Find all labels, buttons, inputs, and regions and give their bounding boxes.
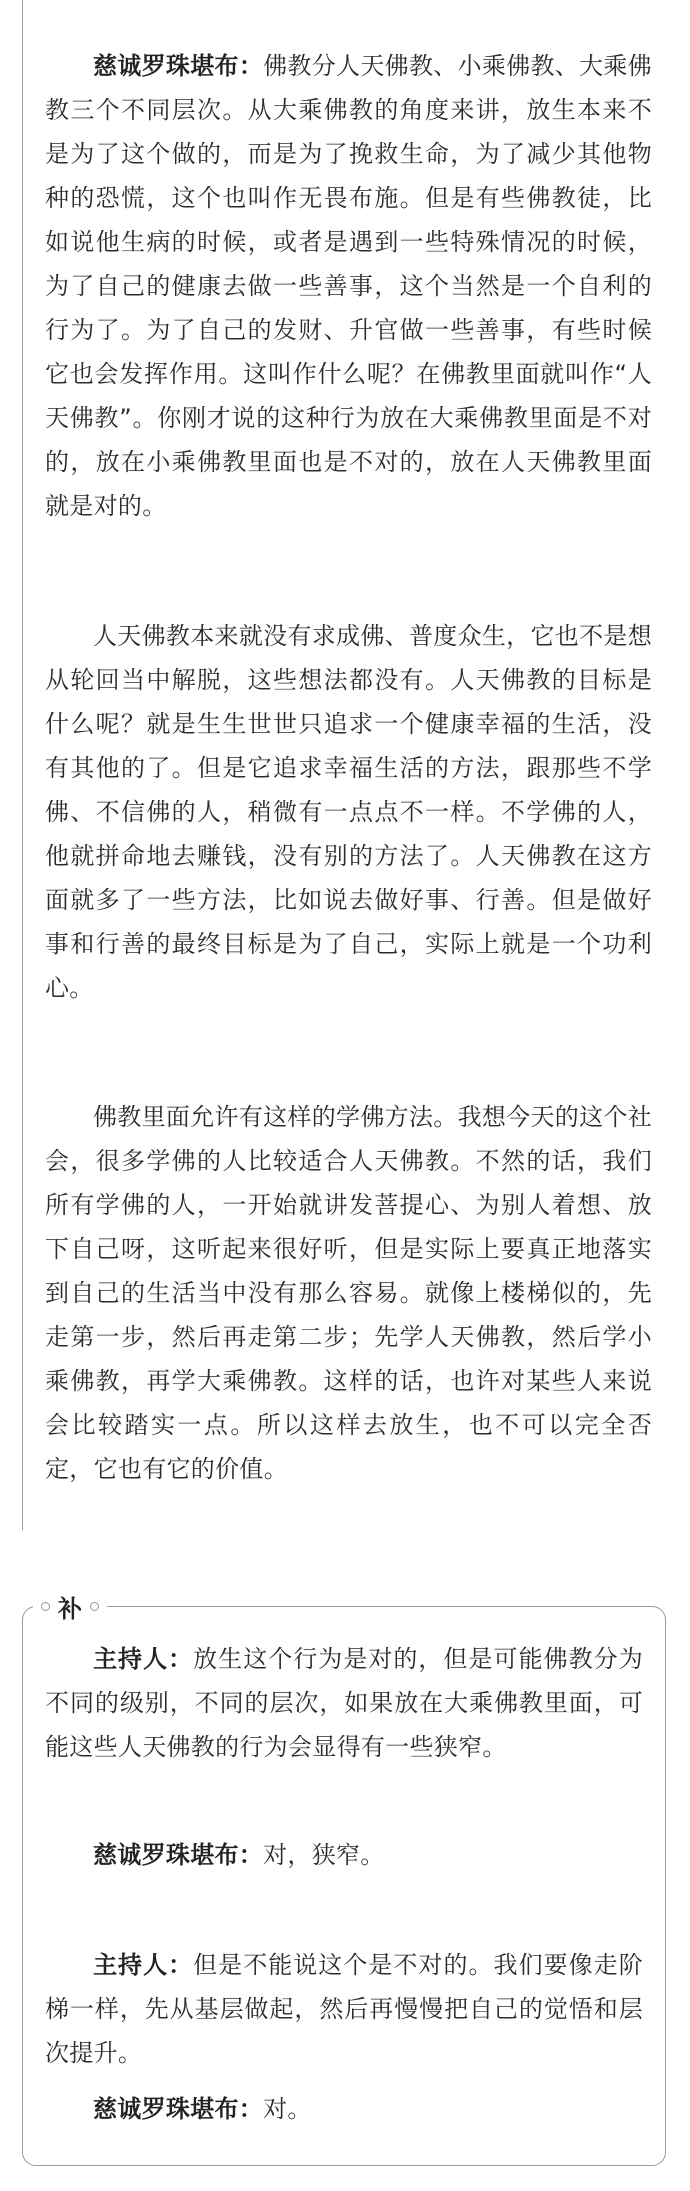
paragraph-2	[23, 614, 662, 1010]
dialogue-line-3	[23, 1943, 665, 2075]
dialogue-text: 对。	[263, 2095, 312, 2123]
dialogue-text: 但是不能说这个是不对的。我们要像走阶梯一样，先从基层做起，然后再慢慢把自己的觉悟和层次提升。	[45, 1951, 643, 2067]
dot-icon	[90, 1602, 99, 1611]
paragraph-3	[23, 1095, 662, 1491]
dialogue-line-1	[23, 1637, 665, 1769]
speaker-label: 慈诚罗珠堪布：	[93, 2095, 264, 2123]
paragraph-text: 佛教里面允许有这样的学佛方法。我想今天的这个社会，很多学佛的人比较适合人天佛教。不然的话，我们所有学佛的人，一开始就讲发菩提心、为别人着想、放下自己呀，这听起来很好听，但是实际上要真正地落实到自己的生活当中没有那么容易。就像上楼梯似的，先走第一步，然后再走第二步；先学人天佛教，然后学小乘佛教，再学大乘佛教。这样的话，也许对某些人来说会比较踏实一点。所以这样去放生，也不可以完全否定，它也有它的价值。	[45, 1103, 652, 1483]
supplement-tag-label: 补	[58, 1594, 82, 1623]
dialogue-text: 放生这个行为是对的，但是可能佛教分为不同的级别，不同的层次，如果放在大乘佛教里面，可能这些人天佛教的行为会显得有一些狭窄。	[45, 1645, 643, 1761]
supplement-tag	[33, 1589, 107, 1623]
dot-icon	[41, 1602, 50, 1611]
speaker-label: 主持人：	[93, 1951, 194, 1979]
speaker-label: 主持人：	[93, 1645, 194, 1673]
paragraph-text: 人天佛教本来就没有求成佛、普度众生，它也不是想从轮回当中解脱，这些想法都没有。人天佛教的目标是什么呢？就是生生世世只追求一个健康幸福的生活，没有其他的了。但是它追求幸福生活的方法，跟那些不学佛、不信佛的人，稍微有一点点不一样。不学佛的人，他就拼命地去赚钱，没有别的方法了。人天佛教在这方面就多了一些方法，比如说去做好事、行善。但是做好事和行善的最终目标是为了自己，实际上就是一个功利心。	[45, 622, 652, 1002]
dialogue-line-4	[23, 2087, 665, 2131]
paragraph-1	[23, 44, 662, 528]
article-body	[22, 0, 662, 1530]
dialogue-line-2	[23, 1833, 665, 1877]
supplement-box	[22, 1594, 666, 2166]
dialogue-text: 对，狭窄。	[263, 1841, 385, 1869]
speaker-label: 慈诚罗珠堪布：	[93, 52, 264, 80]
speaker-label: 慈诚罗珠堪布：	[93, 1841, 264, 1869]
paragraph-text: 佛教分人天佛教、小乘佛教、大乘佛教三个不同层次。从大乘佛教的角度来讲，放生本来不是为了这个做的，而是为了挽救生命，为了减少其他物种的恐慌，这个也叫作无畏布施。但是有些佛教徒，比如说他生病的时候，或者是遇到一些特殊情况的时候，为了自己的健康去做一些善事，这个当然是一个自利的行为了。为了自己的发财、升官做一些善事，有些时候它也会发挥作用。这叫作什么呢？在佛教里面就叫作“人天佛教”。你刚才说的这种行为放在大乘佛教里面是不对的，放在小乘佛教里面也是不对的，放在人天佛教里面就是对的。	[45, 52, 652, 520]
